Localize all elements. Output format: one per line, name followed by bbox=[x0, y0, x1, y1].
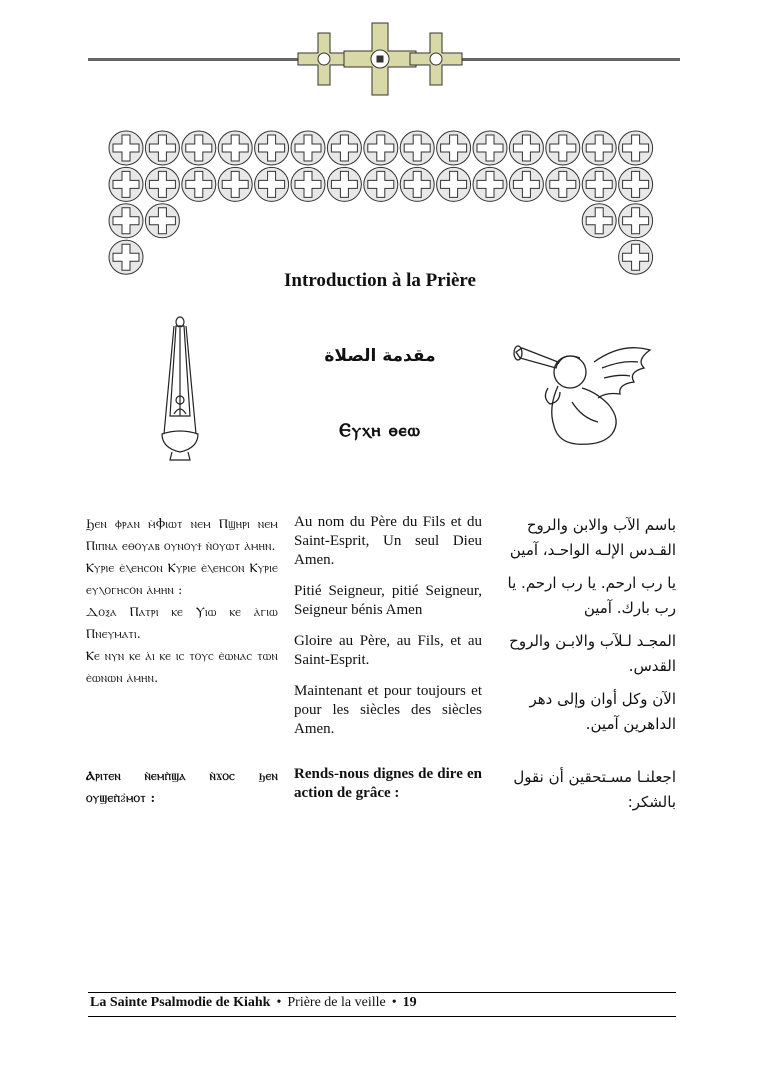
page-footer bbox=[90, 995, 417, 1011]
frame-cross-tile bbox=[327, 167, 361, 201]
french-verse-1: Au nom du Père du Fils et du Saint-Esprit, Un seul Dieu Amen. bbox=[294, 514, 482, 568]
coptic-verse-4: Ⲕⲉ ⲛⲩⲛ ⲕⲉ ⲁ̀ⲓ ⲕⲉ ⲓⲥ ⲧⲟⲩⲥ ⲉ̀ⲱⲛⲁⲥ ⲧⲱⲛ ⲉ̀ⲱⲛⲱⲛ ⲁ̀ⲙⲏⲛ. bbox=[86, 648, 278, 685]
frame-cross-tile bbox=[619, 131, 653, 165]
arabic-verse-3: المجـد لـلآب والابـن والروح القدس. bbox=[509, 632, 676, 675]
coptic-verse-1: Ϧⲉⲛ ⲫⲣⲁⲛ ⲙ̀Ⲫⲓⲱⲧ ⲛⲉⲙ Ⲡϣⲏⲣⲓ ⲛⲉⲙ Ⲡⲓⲡⲛⲁ ⲉⲑⲟⲩⲁⲃ ⲟⲩⲛⲟⲩϯ ⲛ̀ⲟⲩⲱⲧ ⲁ̀ⲙⲏⲛ. bbox=[86, 516, 278, 553]
frame-cross-tile bbox=[546, 131, 580, 165]
french-verse-2: Pitié Seigneur, pitié Seigneur, Seigneur bénis Amen bbox=[294, 583, 482, 618]
frame-cross-tile bbox=[437, 131, 471, 165]
footer-rule-top bbox=[88, 992, 676, 993]
frame-cross-tile bbox=[218, 131, 252, 165]
frame-cross-tile bbox=[437, 167, 471, 201]
arabic-column bbox=[498, 513, 676, 751]
coptic-verse-3: Ⲇⲟⲝⲁ Ⲡⲁⲧⲣⲓ ⲕⲉ Ⲩⲓⲱ ⲕⲉ ⲁ̀ⲅⲓⲱ Ⲡⲛⲉⲩⲙⲁⲧⲓ. bbox=[86, 604, 278, 641]
frame-cross-tile bbox=[109, 131, 143, 165]
frame-cross-tile bbox=[473, 167, 507, 201]
french-final: Rends-nous dignes de dire en action de grâce : bbox=[294, 766, 482, 801]
french-column bbox=[294, 513, 482, 751]
page-title-coptic: Ⲉⲩⲭⲏ ⲑⲉⲱ bbox=[339, 420, 421, 441]
frame-cross-tile bbox=[509, 131, 543, 165]
frame-cross-tile bbox=[109, 204, 143, 238]
frame-cross-tile bbox=[145, 167, 179, 201]
arabic-verse-1: باسم الآب والابن والروح القـدس الإلـه الواحـد، آمين bbox=[509, 516, 676, 559]
frame-cross-tile bbox=[582, 204, 616, 238]
arabic-verse-4: الآن وكل أوان وإلى دهر الداهرين آمين. bbox=[529, 690, 676, 733]
footer-separator: • bbox=[276, 995, 282, 1010]
frame-cross-tile bbox=[619, 204, 653, 238]
arabic-final: اجعلنـا مسـتحقين أن نقول بالشكر: bbox=[513, 768, 676, 811]
coptic-verse-2: Ⲕⲩⲣⲓⲉ ⲉ̀ⲗⲉⲏⲥⲟⲛ Ⲕⲩⲣⲓⲉ ⲉ̀ⲗⲉⲏⲥⲟⲛ Ⲕⲩⲣⲓⲉ ⲉⲩⲗⲟⲅⲏⲥⲟⲛ ⲁ̀ⲙⲏⲛ : bbox=[86, 560, 278, 597]
page-title-french: Introduction à la Prière bbox=[284, 270, 476, 291]
french-verse-3: Gloire au Père, au Fils, et au Saint-Esprit. bbox=[294, 633, 482, 668]
frame-cross-tile bbox=[182, 167, 216, 201]
footer-page-number: 19 bbox=[402, 995, 417, 1010]
cross-frame-ornament bbox=[108, 130, 656, 280]
arabic-verse-2: يا رب ارحم. يا رب ارحم. يا رب بارك. آمين bbox=[507, 574, 676, 617]
frame-cross-tile bbox=[182, 131, 216, 165]
frame-cross-tile bbox=[582, 167, 616, 201]
footer-book-title: La Sainte Psalmodie de Kiahk bbox=[90, 995, 271, 1010]
frame-cross-tile bbox=[145, 131, 179, 165]
frame-cross-tile bbox=[291, 131, 325, 165]
frame-cross-tile bbox=[109, 167, 143, 201]
footer-rule-bottom bbox=[88, 1016, 676, 1017]
frame-cross-tile bbox=[582, 131, 616, 165]
frame-cross-tile bbox=[218, 167, 252, 201]
prayer-row-main bbox=[86, 513, 676, 751]
censer-icon bbox=[152, 316, 208, 462]
french-verse-4: Maintenant et pour toujours et pour les siècles des siècles Amen. bbox=[294, 683, 482, 737]
header-cross-ornament-icon bbox=[296, 20, 464, 98]
frame-cross-tile bbox=[255, 131, 289, 165]
frame-cross-tile bbox=[546, 167, 580, 201]
frame-cross-tile bbox=[327, 131, 361, 165]
footer-separator: • bbox=[391, 995, 397, 1010]
prayer-text-columns bbox=[86, 513, 676, 815]
frame-cross-tile bbox=[364, 131, 398, 165]
angel-trumpet-icon bbox=[512, 338, 654, 448]
frame-cross-tile bbox=[145, 204, 179, 238]
coptic-column bbox=[86, 513, 278, 751]
frame-cross-tile bbox=[400, 167, 434, 201]
footer-section: Prière de la veille bbox=[287, 995, 386, 1010]
frame-cross-tile bbox=[364, 167, 398, 201]
frame-cross-tile bbox=[291, 167, 325, 201]
coptic-final: Ⲁⲣⲓⲧⲉⲛ ⲛ̀ⲉⲙⲡ̀ϣⲁ ⲛ̀ϫⲟⲥ ϧⲉⲛ ⲟⲩϣⲉⲡ̀ϩ̀ⲙⲟⲧ : bbox=[86, 768, 278, 805]
frame-cross-tile bbox=[400, 131, 434, 165]
page-title-arabic: مقدمة الصلاة bbox=[324, 346, 436, 366]
frame-cross-tile bbox=[255, 167, 289, 201]
frame-cross-tile bbox=[619, 167, 653, 201]
frame-cross-tile bbox=[473, 131, 507, 165]
prayer-row-final bbox=[86, 765, 676, 815]
frame-cross-tile bbox=[509, 167, 543, 201]
